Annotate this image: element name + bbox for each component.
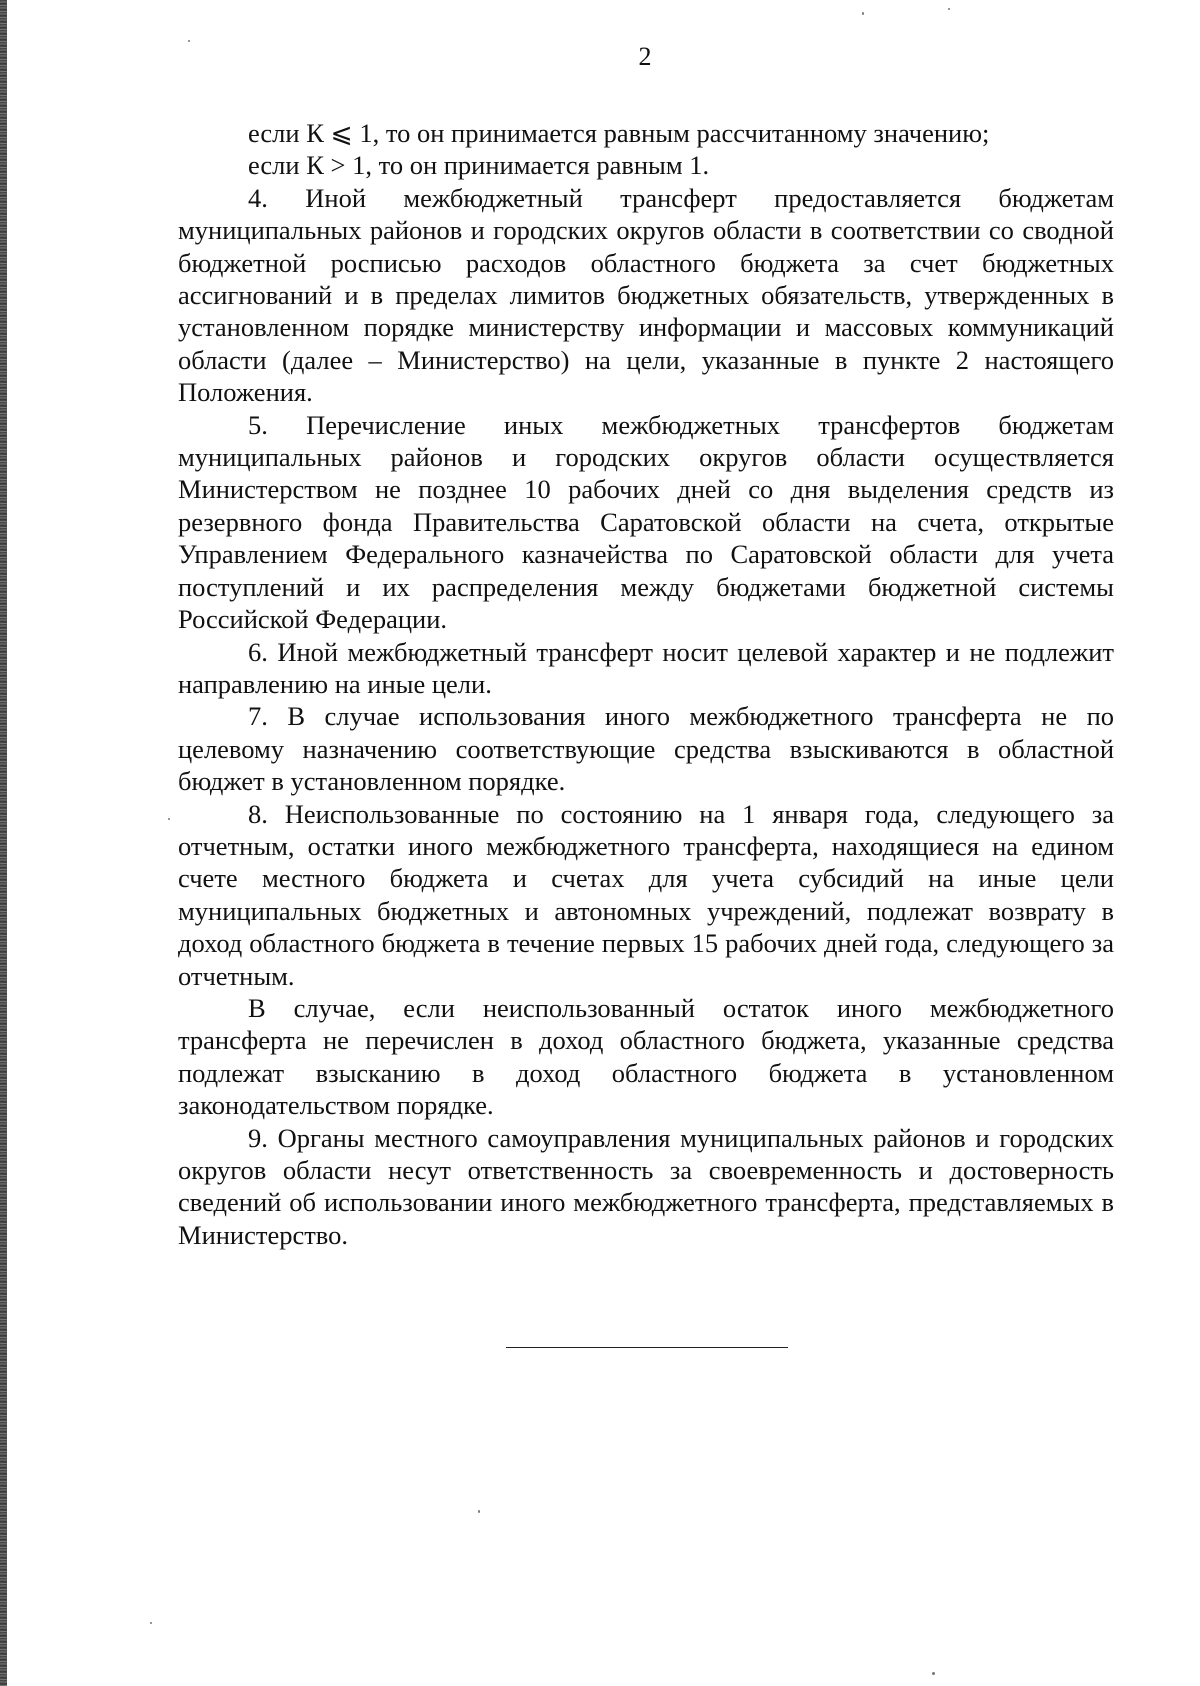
paragraph-item-4: 4. Иной межбюджетный трансферт предоставляется бюджетам муниципальных районов и городских округов области в соответствии со сводной бюджетной росписью расходов областного бюджета за счет бюджетных ассигнований и в пределах лимитов бюджетных обязательств, утвержденных в установленном порядке министерству информации и массовых коммуникаций области (далее – Министерство) на цели, указанные в пункте 2 настоящего Положения. xyxy=(178,182,1114,408)
document-body xyxy=(178,117,1114,1251)
scan-speck xyxy=(862,12,864,15)
paragraph-item-8-continuation: В случае, если неиспользованный остаток иного межбюджетного трансферта не перечислен в доход областного бюджета, указанные средства подлежат взысканию в доход областного бюджета в установленном законодательством порядке. xyxy=(178,992,1114,1121)
scan-speck xyxy=(948,8,950,10)
paragraph-item-5: 5. Перечисление иных межбюджетных трансфертов бюджетам муниципальных районов и городских округов области осуществляется Министерством не позднее 10 рабочих дней со дня выделения средств из резервного фонда Правительства Саратовской области на счета, открытые Управлением Федерального казначейства по Саратовской области для учета поступлений и их распределения между бюджетами бюджетной системы Российской Федерации. xyxy=(178,409,1114,635)
scan-speck xyxy=(188,40,190,42)
scan-speck xyxy=(168,818,170,820)
page-number: 2 xyxy=(638,42,652,71)
scan-speck xyxy=(932,1672,935,1675)
paragraph-item-8: 8. Неиспользованные по состоянию на 1 января года, следующего за отчетным, остатки иного межбюджетного трансферта, находящиеся на едином счете местного бюджета и счетах для учета субсидий на иные цели муниципальных бюджетных и автономных учреждений, подлежат возврату в доход областного бюджета в течение первых 15 рабочих дней года, следующего за отчетным. xyxy=(178,798,1114,991)
scan-speck xyxy=(478,1510,480,1513)
scan-edge xyxy=(0,0,7,1686)
paragraph-item-7: 7. В случае использования иного межбюджетного трансферта не по целевому назначению соответствующие средства взыскиваются в областной бюджет в установленном порядке. xyxy=(178,701,1114,797)
paragraph-condition-k-gt-1: если К > 1, то он принимается равным 1. xyxy=(248,150,710,181)
paragraph-item-6: 6. Иной межбюджетный трансферт носит целевой характер и не подлежит направлению на иные цели. xyxy=(178,636,1114,699)
paragraph-condition-k-le-1: если К ⩽ 1, то он принимается равным рассчитанному значению; xyxy=(248,118,990,148)
paragraph-item-9: 9. Органы местного самоуправления муниципальных районов и городских округов области несут ответственность за своевременность и достоверность сведений об использовании иного межбюджетного трансферта, представляемых в Министерство. xyxy=(178,1122,1114,1250)
scan-speck xyxy=(150,1622,152,1624)
end-separator-line xyxy=(506,1347,788,1348)
